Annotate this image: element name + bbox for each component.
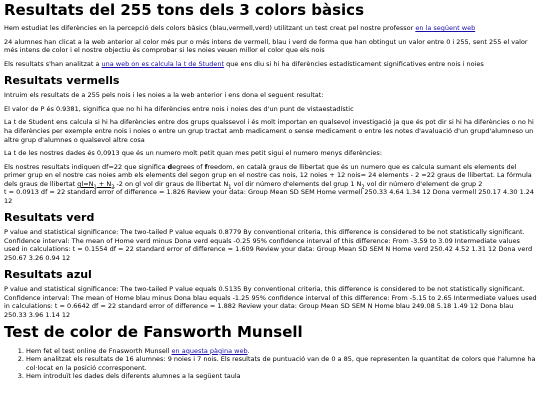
list-item: 1. Hem fet el test online de Fnasworth Munsell en aquesta pàgina web. xyxy=(26,347,537,356)
list-item: 2. Hem analitzat els resultats de 16 alumnes: 9 noies i 7 nois. Els resultats de puntuació van de 0 a 85, que representen la quantitat de colors que l'alumne ha col·locat en la posició ccorresponent. xyxy=(26,355,537,372)
red-p-value: El valor de P és 0.9381, significa que no hi ha diferències entre nois i noies des d'un punt de vistaestadístic xyxy=(4,104,354,113)
intro-paragraph: Hem estudiat les diferències en la percepció dels colors bàsics (blau,vermell,verd) utilitzant un test creat pel nostre professor en la següent web xyxy=(4,24,476,33)
page-title: Resultats del 255 tons dels 3 colors bàsics xyxy=(4,1,364,19)
list-item: 3. Hem introduït les dades dels diferents alumnes a la següent taula xyxy=(26,372,537,381)
student-t-link[interactable]: una web on es calcula la t de Student xyxy=(101,59,225,68)
red-intro: Intruim els resultats de a 255 pels nois i les noies a la web anterior i ens dona el seguent resultat: xyxy=(4,91,324,100)
section-heading-blue: Resultats azul xyxy=(4,267,92,281)
red-explanation: La t de Student ens calcula si hi ha diferències entre dos grups qualssevol i és molt importan en qualsevol investigació ja que és pot dir si hi ha diferències o no hi ha diferències per exemple entre nois i noies o entre un grup tractat amb madicament o sense medicament o entre les notes d'avaluació d'un grupd'alumneso un altre grup d'alumnes o qualsevol altre cosa xyxy=(4,118,534,144)
munsell-list xyxy=(4,347,537,381)
munsell-title: Test de color de Fansworth Munsell xyxy=(4,323,303,342)
munsell-test-link[interactable]: en aquesta pàgina web xyxy=(171,346,248,355)
students-paragraph: 24 alumnes han clicat a la web anterior al color més pur o més intens de vermell, blau i verd de forma que han obtingut un valor entre 0 i 255, sent 255 el valor més intens de color i el nostre objectiu és comprobar si les noies veuen millor el color que els nois xyxy=(4,37,528,55)
green-results: P value and statistical significance: The two-tailed P value equals 0.8779 By conventional criteria, this difference is considered to be not statistically significant. Confidence interval: The mean of Home verd minus Dona verd equals -0.25 95% confidence interval of this difference: From -3.59 to 3.09 Intermediate values used in calculations: t = 0.1554 df = 22 standard error of difference = 1.609 Review your data: Group Mean SD SEM N Home verd 250.42 4.52 1.31 12 Dona verd 250.67 3.26 0.94 12 xyxy=(4,228,533,262)
section-heading-green: Resultats verd xyxy=(4,210,95,224)
red-results: Els nostres resultats indiquen df=22 que significa degrees of freedom, en català graus de llibertat que és un numero que es calcula sumant els elements del primer grup en el nostre cas noies amb els elements del segon grup en el nostre cas nois, 12 noies + 12 nois= 24 elements - 2 =22 graus de llibertat. La fórmula dels graus de llibertat $gl=N_1 + N_2$ -2 on gl vol dir graus de llibertat $N_1$ vol dir número d'elements del grup 1 $N_2$ vol dir número d'element de grup 2 t = 0.0913 df = 22 standard error of difference = 1.826 Review your data: Group Mean SD SEM Home vermell 250.33 4.64 1.34 12 Dona vermell 250.17 4.30 1.24 12 xyxy=(4,162,535,205)
analysis-paragraph: Els resultats s'han analitzat a una web on es calcula la t de Student que ens diu si hi ha diferències estadísticament significatives entre nois i noies xyxy=(4,59,484,68)
intro-link[interactable]: en la següent web xyxy=(415,24,476,33)
section-heading-red: Resultats vermells xyxy=(4,73,120,87)
blue-results: P value and statistical significance: The two-tailed P value equals 0.5135 By conventional criteria, this difference is considered to be not statistically significant. Confidence interval: The mean of Home blau minus Dona blau equals -1.25 95% confidence interval of this difference: From -5.15 to 2.65 Intermediate values used in calculations: t = 0.6642 df = 22 standard error of difference = 1.882 Review your data: Group Mean SD SEM N Home blau 249.08 5.18 1.49 12 Dona blau 250.33 3.96 1.14 12 xyxy=(4,285,537,319)
red-numbers: La t de les nostres dades és 0,0913 que és un numero molt petit quan mes petit sigui el numero menys diferències: xyxy=(4,149,382,158)
